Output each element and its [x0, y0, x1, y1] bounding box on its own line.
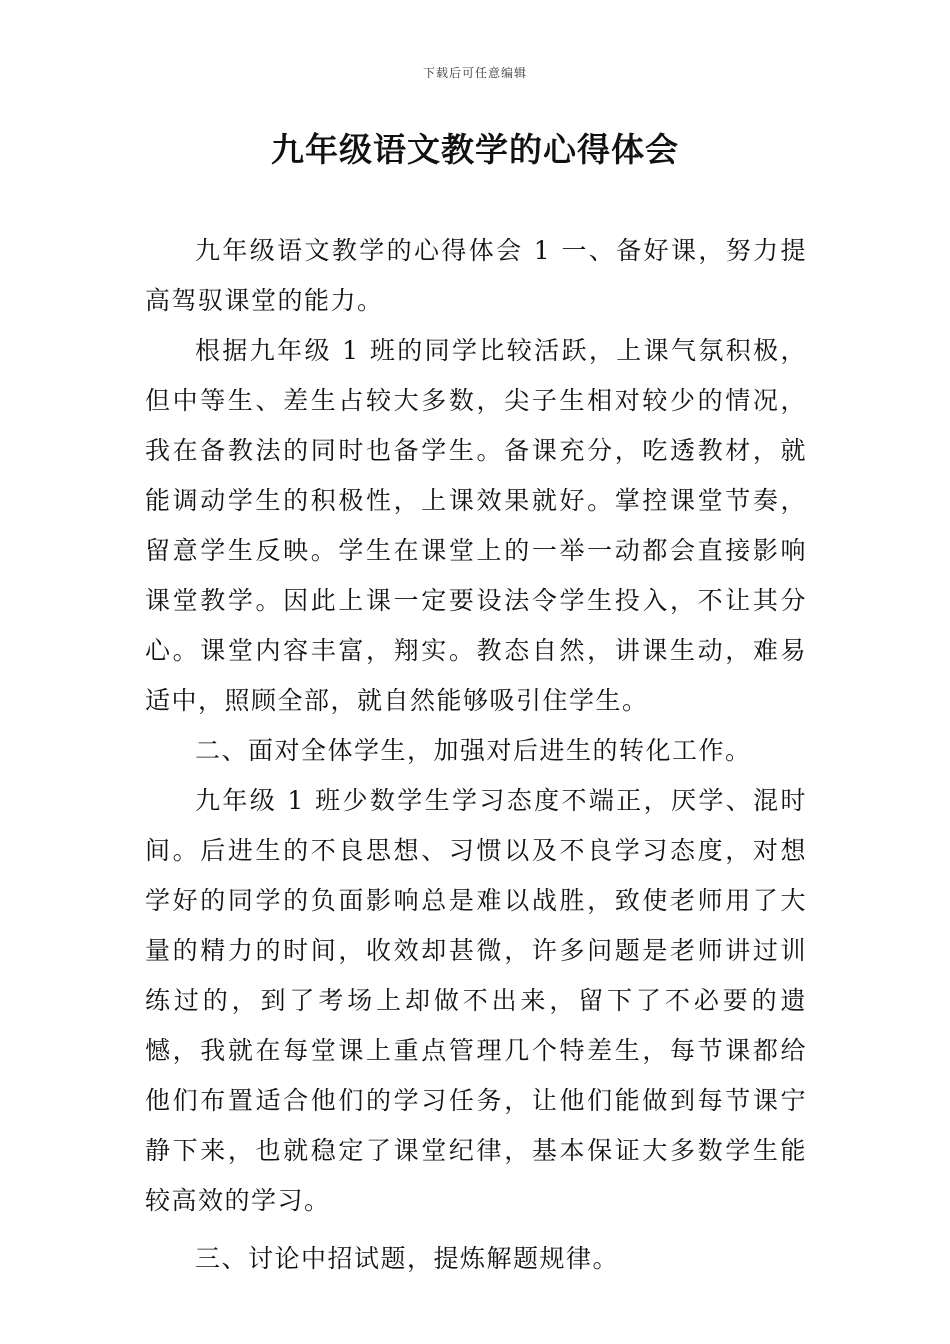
document-title: 九年级语文教学的心得体会 — [271, 130, 679, 169]
paragraph-4: 九年级 1 班少数学生学习态度不端正，厌学、混时间。后进生的不良思想、习惯以及不良学习态度，对想学好的同学的负面影响总是难以战胜，致使老师用了大量的精力的时间，收效却甚微，许多问题是老师讲过训练过的，到了考场上却做不出来，留下了不必要的遗憾，我就在每堂课上重点管理几个特差生，每节课都给他们布置适合他们的学习任务，让他们能做到每节课宁静下来，也就稳定了课堂纪律，基本保证大多数学生能较高效的学习。 — [145, 786, 807, 1215]
header-note: 下载后可任意编辑 — [422, 66, 527, 80]
paragraph-1: 九年级语文教学的心得体会 1 一、备好课，努力提高驾驭课堂的能力。 — [145, 236, 807, 315]
paragraph-2: 根据九年级 1 班的同学比较活跃，上课气氛积极，但中等生、差生占较大多数，尖子生相对较少的情况，我在备教法的同时也备学生。备课充分，吃透教材，就能调动学生的积极性，上课效果就好。掌控课堂节奏，留意学生反映。学生在课堂上的一举一动都会直接影响课堂教学。因此上课一定要设法令学生投入，不让其分心。课堂内容丰富，翔实。教态自然，讲课生动，难易适中，照顾全部，就自然能够吸引住学生。 — [145, 336, 807, 715]
paragraph-3: 二、面对全体学生，加强对后进生的转化工作。 — [195, 736, 752, 765]
paragraph-5: 三、讨论中招试题，提炼解题规律。 — [195, 1244, 620, 1273]
document-body — [145, 226, 807, 1284]
